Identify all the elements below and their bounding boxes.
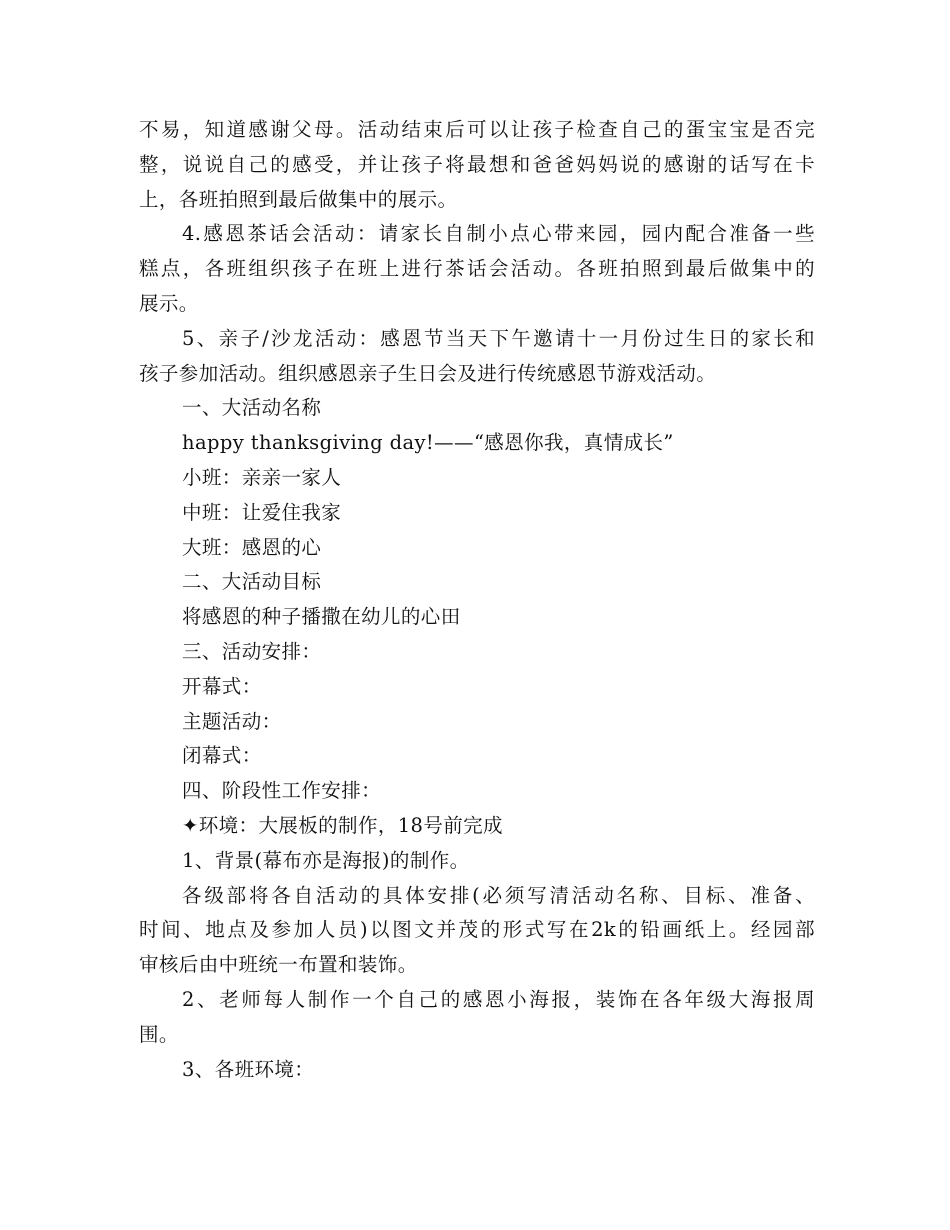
text-line: 将感恩的种子播撒在幼儿的心田 (182, 605, 461, 629)
text-line: 主题活动： (182, 709, 282, 733)
text-line: 二、大活动目标 (182, 570, 322, 594)
text-line: 整，说说自己的感受，并让孩子将最想和爸爸妈妈说的感谢的话写在卡 (139, 152, 815, 176)
text-line: 各级部将各自活动的具体安排(必须写清活动名称、目标、准备、 (182, 883, 815, 907)
text-line: 时间、地点及参加人员)以图文并茂的形式写在2k的铅画纸上。经园部 (139, 918, 815, 942)
text-line: 三、活动安排： (182, 639, 322, 663)
text-line: happy thanksgiving day!——“感恩你我，真情成长” (182, 431, 674, 455)
text-line: 4.感恩茶话会活动：请家长自制小点心带来园，园内配合准备一些 (182, 222, 815, 246)
text-line: 大班：感恩的心 (182, 535, 322, 559)
text-line: 中班：让爱住我家 (182, 500, 342, 524)
text-line: 围。 (139, 1022, 179, 1046)
text-line: 1、背景(幕布亦是海报)的制作。 (182, 848, 470, 872)
text-line: 审核后由中班统一布置和装饰。 (139, 953, 418, 977)
document-body (139, 113, 815, 1087)
text-line: 四、阶段性工作安排： (182, 779, 382, 803)
text-line: 3、各班环境： (182, 1057, 315, 1081)
text-line: 一、大活动名称 (182, 396, 322, 420)
text-line: 闭幕式： (182, 744, 262, 768)
text-line: 孩子参加活动。组织感恩亲子生日会及进行传统感恩节游戏活动。 (139, 361, 717, 385)
text-line: 5、亲子/沙龙活动：感恩节当天下午邀请十一月份过生日的家长和 (182, 326, 815, 350)
text-line: 小班：亲亲一家人 (182, 465, 342, 489)
text-line: ✦环境：大展板的制作，18号前完成 (182, 813, 503, 837)
text-line: 糕点，各班组织孩子在班上进行茶话会活动。各班拍照到最后做集中的 (139, 257, 815, 281)
text-line: 2、老师每人制作一个自己的感恩小海报，装饰在各年级大海报周 (182, 987, 815, 1011)
text-line: 上，各班拍照到最后做集中的展示。 (139, 187, 458, 211)
text-line: 不易，知道感谢父母。活动结束后可以让孩子检查自己的蛋宝宝是否完 (139, 118, 815, 141)
text-line: 开幕式： (182, 674, 262, 698)
text-line: 展示。 (139, 291, 199, 315)
